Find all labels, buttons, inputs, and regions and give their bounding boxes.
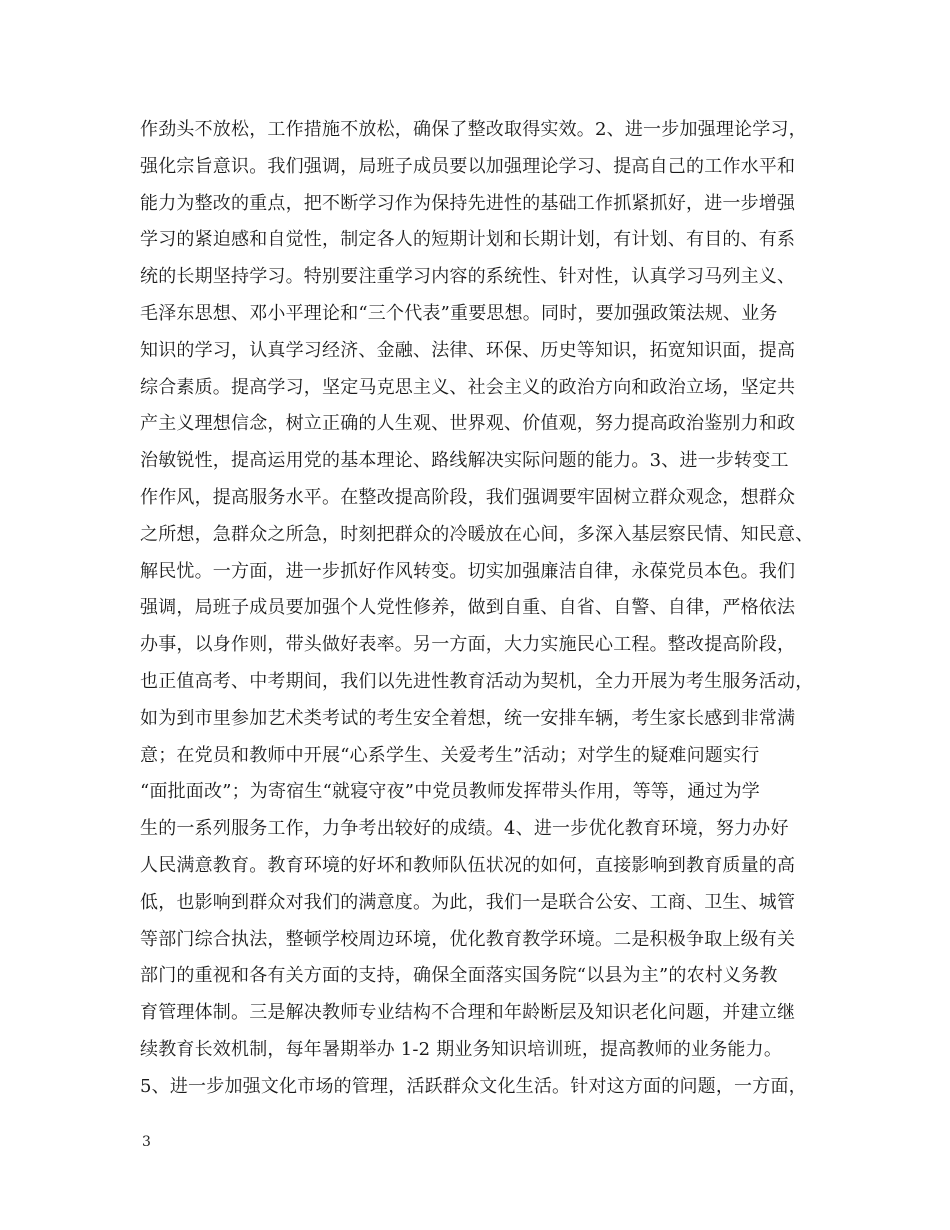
text-line: 育管理体制。三是解决教师专业结构不合理和年龄断层及知识老化问题，并建立继 <box>140 1002 796 1024</box>
text-line: 治敏锐性，提高运用党的基本理论、路线解决实际问题的能力。3、进一步转变工 <box>140 450 789 472</box>
text-line: 强调，局班子成员要加强个人党性修养，做到自重、自省、自警、自律，严格依法 <box>140 597 796 619</box>
text-line: 续教育长效机制，每年暑期举办 1-2 期业务知识培训班，提高教师的业务能力。 <box>140 1038 783 1060</box>
text-line: 人民满意教育。教育环境的好坏和教师队伍状况的如何，直接影响到教育质量的高 <box>140 854 796 876</box>
text-line: 统的长期坚持学习。特别要注重学习内容的系统性、针对性，认真学习马列主义、 <box>140 266 796 288</box>
text-line: 生的一系列服务工作，力争考出较好的成绩。4、进一步优化教育环境，努力办好 <box>140 818 789 840</box>
text-line: “面批面改”；为寄宿生“就寝守夜”中党员教师发挥带头作用，等等，通过为学 <box>140 781 761 803</box>
text-line: 知识的学习，认真学习经济、金融、法律、环保、历史等知识，拓宽知识面，提高 <box>140 339 796 361</box>
body-text <box>140 112 840 1106</box>
text-line: 意；在党员和教师中开展“心系学生、关爱考生”活动；对学生的疑难问题实行 <box>140 744 760 766</box>
text-line: 也正值高考、中考期间，我们以先进性教育活动为契机，全力开展为考生服务活动， <box>140 670 814 692</box>
text-line: 部门的重视和各有关方面的支持，确保全面落实国务院“以县为主”的农村义务教 <box>140 965 778 987</box>
text-line: 产主义理想信念，树立正确的人生观、世界观、价值观，努力提高政治鉴别力和政 <box>140 413 796 435</box>
text-line: 能力为整改的重点，把不断学习作为保持先进性的基础工作抓紧抓好，进一步增强 <box>140 192 796 214</box>
text-line: 办事，以身作则，带头做好表率。另一方面，大力实施民心工程。整改提高阶段， <box>140 634 796 656</box>
text-line: 如为到市里参加艺术类考试的考生安全着想，统一安排车辆，考生家长感到非常满 <box>140 707 796 729</box>
page-number: 3 <box>142 1134 151 1150</box>
text-line: 等部门综合执法，整顿学校周边环境，优化教育教学环境。二是积极争取上级有关 <box>140 928 796 950</box>
text-line: 解民忧。一方面，进一步抓好作风转变。切实加强廉洁自律，永葆党员本色。我们 <box>140 560 796 582</box>
text-line: 作作风，提高服务水平。在整改提高阶段，我们强调要牢固树立群众观念，想群众 <box>140 486 796 508</box>
text-line: 综合素质。提高学习，坚定马克思主义、社会主义的政治方向和政治立场，坚定共 <box>140 376 796 398</box>
text-line: 作劲头不放松，工作措施不放松，确保了整改取得实效。2、进一步加强理论学习， <box>140 119 807 140</box>
text-line: 毛泽东思想、邓小平理论和“三个代表”重要思想。同时，要加强政策法规、业务 <box>140 302 778 324</box>
text-line: 低，也影响到群众对我们的满意度。为此，我们一是联合公安、工商、卫生、城管 <box>140 891 796 913</box>
text-line: 5、进一步加强文化市场的管理，活跃群众文化生活。针对这方面的问题，一方面， <box>140 1075 807 1097</box>
text-line: 学习的紧迫感和自觉性，制定各人的短期计划和长期计划，有计划、有目的、有系 <box>140 229 796 251</box>
text-line: 强化宗旨意识。我们强调，局班子成员要以加强理论学习、提高自己的工作水平和 <box>140 155 796 177</box>
text-line: 之所想，急群众之所急，时刻把群众的冷暖放在心间，多深入基层察民情、知民意、 <box>140 523 814 545</box>
